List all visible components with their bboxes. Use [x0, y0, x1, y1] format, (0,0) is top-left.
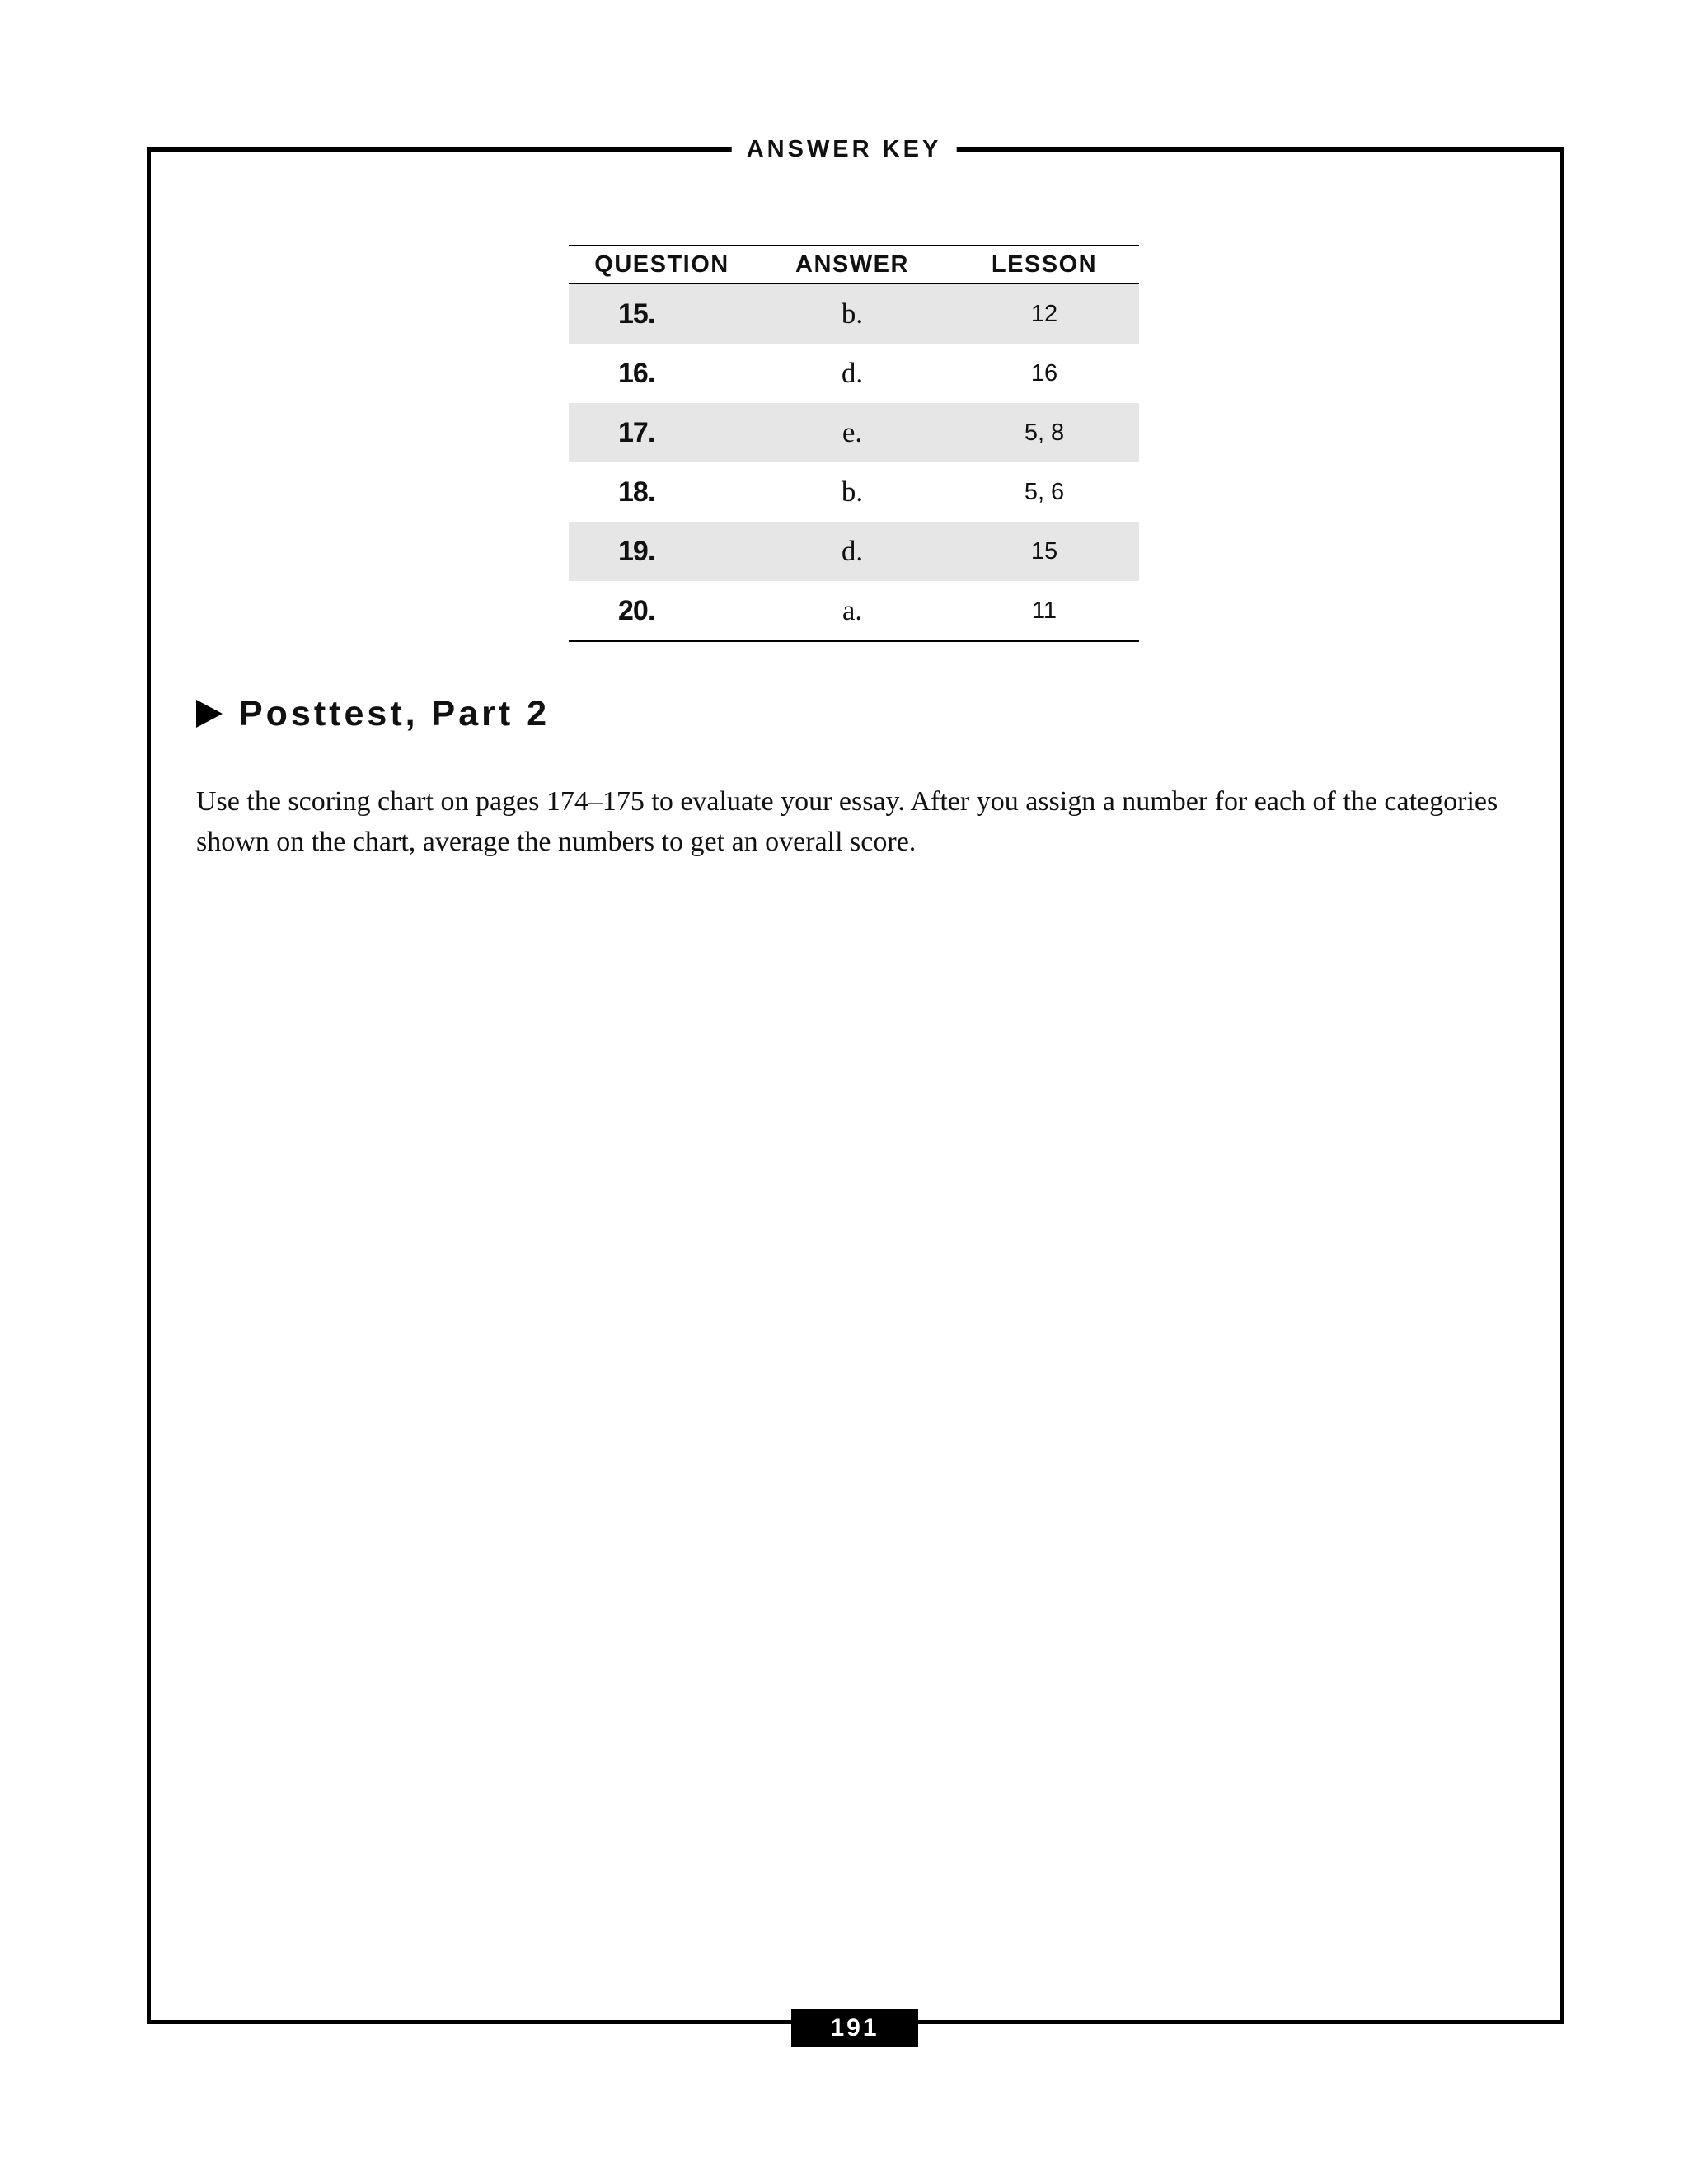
table-row: [569, 581, 1139, 641]
lesson-reference: 5, 8: [950, 403, 1139, 462]
page-number: 191: [791, 2009, 918, 2047]
table-row: [569, 522, 1139, 581]
answer-choice: e.: [755, 403, 950, 462]
section-heading: [196, 692, 550, 735]
section-heading-text: Posttest, Part 2: [239, 694, 551, 733]
answer-choice: d.: [755, 522, 950, 581]
page-header-title: ANSWER KEY: [732, 132, 957, 166]
question-number: 15.: [569, 284, 755, 344]
column-header-answer: ANSWER: [755, 246, 950, 284]
lesson-reference: 11: [950, 581, 1139, 641]
triangle-right-icon: [196, 700, 223, 728]
question-number: 20.: [569, 581, 755, 641]
question-number: 17.: [569, 403, 755, 462]
lesson-reference: 5, 6: [1024, 478, 1065, 505]
lesson-reference: 16: [1030, 359, 1058, 387]
answer-choice: b.: [841, 476, 864, 508]
answer-choice: b.: [755, 284, 950, 344]
question-number: 16.: [618, 357, 655, 389]
table-row: [569, 284, 1139, 344]
question-number: 18.: [618, 476, 655, 508]
question-number: 19.: [569, 522, 755, 581]
lesson-reference: 12: [950, 284, 1139, 344]
table-row: [569, 462, 1139, 522]
answer-choice: d.: [841, 357, 864, 389]
table-row: [569, 344, 1139, 403]
section-body-text: Use the scoring chart on pages 174–175 to evaluate your essay. After you assign a number for each of the categories shown on the chart, average the numbers to get an overall score.: [196, 786, 1498, 857]
lesson-reference: 15: [950, 522, 1139, 581]
table-row: [569, 403, 1139, 462]
column-header-lesson: LESSON: [950, 246, 1139, 284]
table-header-row: [569, 246, 1139, 284]
column-header-question: QUESTION: [569, 246, 755, 284]
answer-key-table: [569, 245, 1139, 642]
answer-choice: a.: [755, 581, 950, 641]
